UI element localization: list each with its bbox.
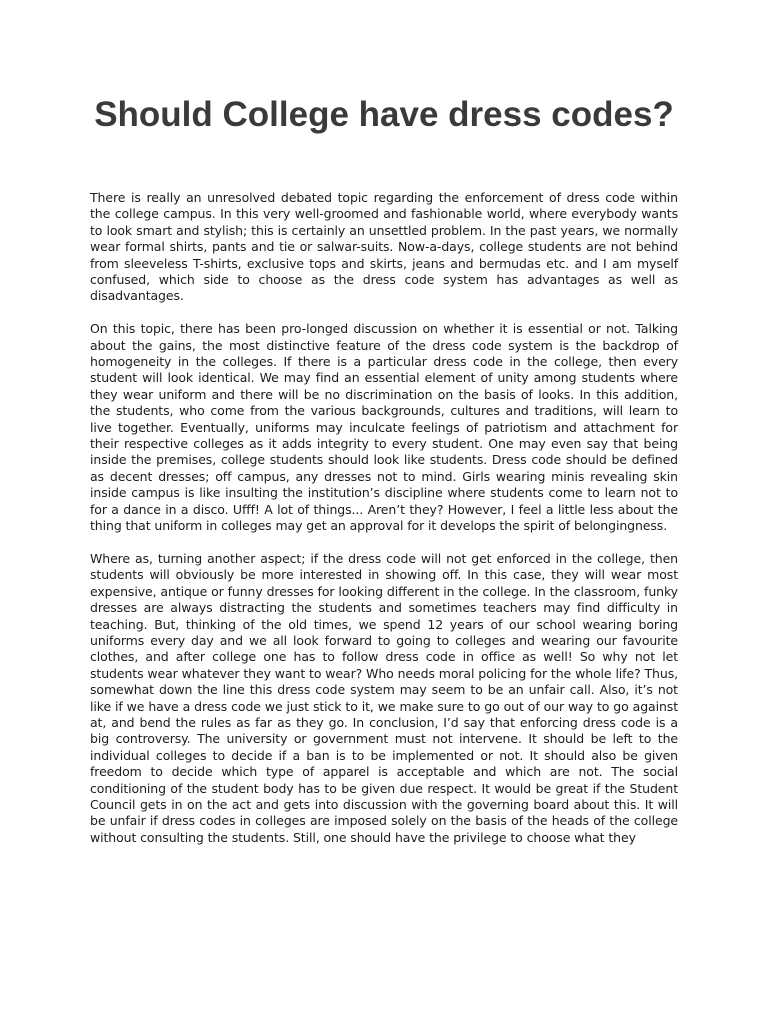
paragraph-3: Where as, turning another aspect; if the dress code will not get enforced in the college, then students will obviously be more interested in showing off. In this case, they will wear most expensive, antique or funny dresses for looking different in the college. In the classroom, funky dresses are always distracting the students and sometimes teachers may find difficulty in teaching. But, thinking of the old times, we spend 12 years of our school wearing boring uniforms every day and we all look forward to going to colleges and wearing our favourite clothes, and after college one has to follow dress code in office as well! So why not let students wear whatever they want to wear? Who needs moral policing for the whole life? Thus, somewhat down the line this dress code system may seem to be an unfair call. Also, it’s not like if we have a dress code we just stick to it, we make sure to go out of our way to go against at, and bend the rules as far as they go. In conclusion, I’d say that enforcing dress code is a big controversy. The university or government must not intervene. It should be left to the individual colleges to decide if a ban is to be implemented or not. It should also be given freedom to decide which type of apparel is acceptable and which are not. The social conditioning of the student body has to be given due respect. It would be great if the Student Council gets in on the act and gets into discussion with the governing board about this. It will be unfair if dress codes in colleges are imposed solely on the basis of the heads of the college without consulting the students. Still, one should have the privilege to choose what they: [90, 550, 678, 845]
paragraph-2: On this topic, there has been pro-longed discussion on whether it is essential or not. Talking about the gains, the most distinctive feature of the dress code system is the backdrop of homogeneity in the colleges. If there is a particular dress code in the college, then every student will look identical. We may find an essential element of unity among students where they wear uniform and there will be no discrimination on the basis of looks. In this addition, the students, who come from the various backgrounds, cultures and traditions, will learn to live together. Eventually, uniforms may inculcate feelings of patriotism and attachment for their respective colleges as it adds integrity to every student. One may even say that being inside the premises, college students should look like students. Dress code should be defined as decent dresses; off campus, any dresses not to mind. Girls wearing minis revealing skin inside campus is like insulting the institution’s discipline where students come to learn not to for a dance in a disco. Ufff! A lot of things... Aren’t they? However, I feel a little less about the thing that uniform in colleges may get an approval for it develops the spirit of belongingness.: [90, 321, 678, 534]
document-body: [90, 190, 678, 863]
document-title: Should College have dress codes?: [94, 95, 674, 134]
paragraph-1: There is really an unresolved debated topic regarding the enforcement of dress code within the college campus. In this very well-groomed and fashionable world, where everybody wants to look smart and stylish; this is certainly an unsettled problem. In the past years, we normally wear formal shirts, pants and tie or salwar-suits. Now-a-days, college students are not behind from sleeveless T-shirts, exclusive tops and skirts, jeans and bermudas etc. and I am myself confused, which side to choose as the dress code system has advantages as well as disadvantages.: [90, 190, 678, 304]
